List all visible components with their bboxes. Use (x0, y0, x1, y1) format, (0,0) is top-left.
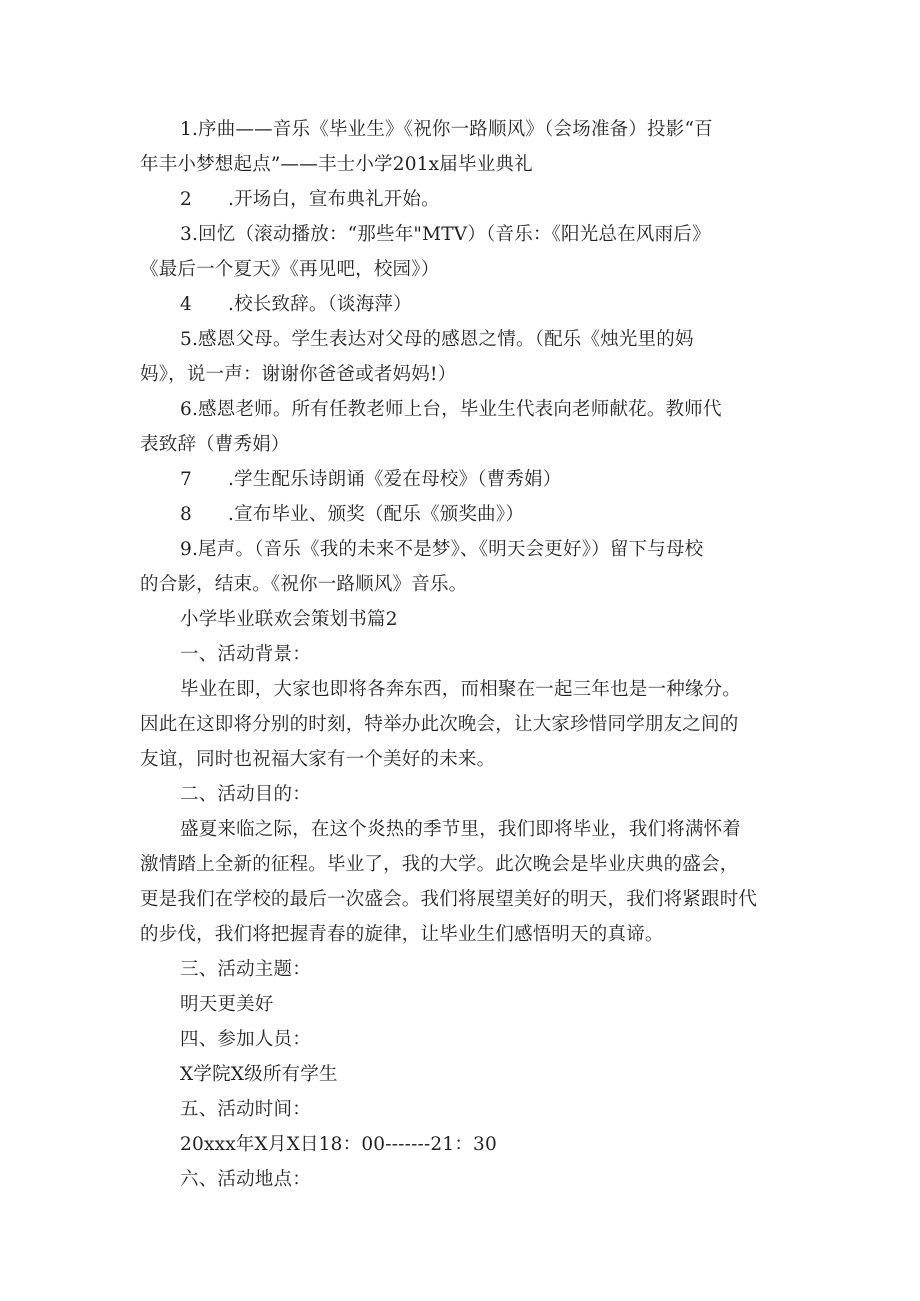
item-text: .开场白，宣布典礼开始。 (227, 189, 440, 210)
heading-time: 五、活动时间： (180, 1099, 311, 1120)
program-item-7 (140, 462, 788, 497)
background-text-cont: 友谊，同时也祝福大家有一个美好的未来。 (140, 749, 496, 770)
item-text: .学生配乐诗朗诵《爱在母校》（曹秀娟） (227, 469, 562, 490)
program-item-8 (140, 497, 788, 532)
theme-text: 明天更美好 (180, 994, 274, 1015)
heading-location: 六、活动地点： (180, 1169, 311, 1190)
item-number: 7 (180, 469, 192, 490)
program-item-9: 9.尾声。（音乐《我的未来不是梦》、《明天会更好》）留下与母校 (180, 539, 704, 560)
section-title: 小学毕业联欢会策划书篇2 (180, 609, 398, 630)
document-page (140, 112, 788, 1197)
program-item-2 (140, 182, 788, 217)
program-item-5-cont: 妈》，说一声：谢谢你爸爸或者妈妈!） (140, 364, 457, 385)
program-item-6-cont: 表致辞（曹秀娟） (140, 434, 290, 455)
program-item-3: 3.回忆（滚动播放：“那些年"MTV）（音乐：《阳光总在风雨后》 (180, 224, 711, 245)
program-item-6: 6.感恩老师。所有任教老师上台，毕业生代表向老师献花。教师代 (180, 399, 722, 420)
item-text: .宣布毕业、颁奖（配乐《颁奖曲》） (227, 504, 525, 525)
participants-text: X学院X级所有学生 (180, 1064, 338, 1085)
time-text: 20xxx年X月X日18：00-------21：30 (180, 1134, 498, 1155)
purpose-text-cont: 激情踏上全新的征程。毕业了，我的大学。此次晚会是毕业庆典的盛会， (140, 854, 739, 875)
purpose-text-cont: 的步伐，我们将把握青春的旋律，让毕业生们感悟明天的真谛。 (140, 924, 664, 945)
program-item-1: 1.序曲——音乐《毕业生》《祝你一路顺风》（会场准备）投影“百 (180, 119, 713, 140)
item-number: 8 (180, 504, 192, 525)
heading-background: 一、活动背景： (180, 644, 311, 665)
purpose-text: 盛夏来临之际，在这个炎热的季节里，我们即将毕业，我们将满怀着 (180, 819, 742, 840)
item-number: 2 (180, 189, 192, 210)
heading-purpose: 二、活动目的： (180, 784, 311, 805)
item-text: .校长致辞。（谈海萍） (227, 294, 412, 315)
background-text-cont: 因此在这即将分别的时刻，特举办此次晚会，让大家珍惜同学朋友之间的 (140, 714, 739, 735)
program-item-3-cont: 《最后一个夏天》《再见吧，校园》） (140, 259, 440, 280)
heading-participants: 四、参加人员： (180, 1029, 311, 1050)
purpose-text-cont: 更是我们在学校的最后一次盛会。我们将展望美好的明天，我们将紧跟时代 (140, 889, 758, 910)
program-item-1-cont: 年丰小梦想起点”——丰士小学201x届毕业典礼 (140, 154, 533, 175)
item-number: 4 (180, 294, 192, 315)
program-item-5: 5.感恩父母。学生表达对父母的感恩之情。（配乐《烛光里的妈 (180, 329, 694, 350)
program-item-9-cont: 的合影，结束。《祝你一路顺风》音乐。 (140, 574, 468, 595)
program-item-4 (140, 287, 788, 322)
background-text: 毕业在即，大家也即将各奔东西，而相聚在一起三年也是一种缘分。 (180, 679, 742, 700)
heading-theme: 三、活动主题： (180, 959, 311, 980)
